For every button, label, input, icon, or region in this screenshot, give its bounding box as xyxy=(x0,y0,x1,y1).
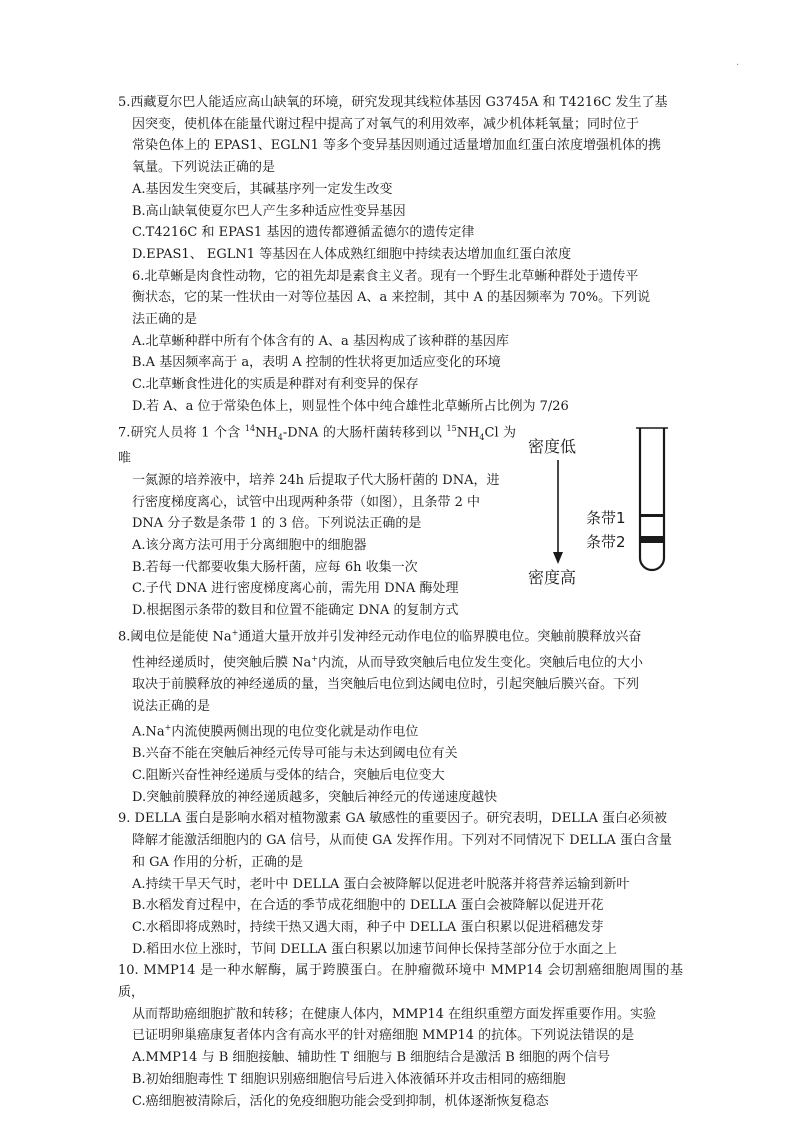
q9-option-a: A.持续干旱天气时，老叶中 DELLA 蛋白会被降解以促进老叶脱落并将营养运输到新叶 xyxy=(132,876,630,892)
question-9 xyxy=(118,808,683,960)
q7-stem-line-2: 一氮源的培养液中，培养 24h 后提取子代大肠杆菌的 DNA，进 xyxy=(132,472,500,488)
q6-option-c: C.北草蜥食性进化的实质是种群对有利变异的保存 xyxy=(132,377,419,393)
q7-stem-line-1: 7.研究人员将 1 个含 $^{14}NH_4$-DNA 的大肠杆菌转移到以 $^{15}NH_4Cl$ 为唯 xyxy=(118,423,516,467)
q8-option-d: D.突触前膜释放的神经递质越多，突触后神经元的传递速度越快 xyxy=(132,789,498,805)
q6-option-b: B.A 基因频率高于 a，表明 A 控制的性状将更加适应变化的环境 xyxy=(132,355,501,371)
q10-option-b: B.初始细胞毒性 T 细胞识别癌细胞信号后进入体液循环并攻击相同的癌细胞 xyxy=(132,1071,566,1087)
q5-stem-line-3: 常染色体上的 EPAS1、EGLN1 等多个变异基因则通过适量增加血红蛋白浓度增强机体的携 xyxy=(132,138,662,154)
q5-option-c: C.T4216C 和 EPAS1 基因的遗传都遵循孟德尔的遗传定律 xyxy=(132,225,475,241)
test-tube xyxy=(640,428,664,570)
q9-option-b: B.水稻发育过程中，在合适的季节成花细胞中的 DELLA 蛋白会被降解以促进开花 xyxy=(132,898,604,914)
q7-option-d: D.根据图示条带的数目和位置不能确定 DNA 的复制方式 xyxy=(132,603,459,619)
q6-stem-line-3: 法正确的是 xyxy=(132,312,198,328)
band-2-label: 条带2 xyxy=(586,532,626,551)
q6-option-a: A.北草蜥种群中所有个体含有的 A、a 基因构成了该种群的基因库 xyxy=(132,333,509,349)
q5-stem-line-1: 5.西藏夏尔巴人能适应高山缺氧的环境，研究发现其线粒体基因 G3745A 和 T4216C 发生了基 xyxy=(118,95,668,110)
q9-stem-line-1: 9. DELLA 蛋白是影响水稻对植物激素 GA 敏感性的重要因子。研究表明，DELLA 蛋白必须被 xyxy=(118,811,667,827)
band-2-mark xyxy=(641,536,663,543)
q7-option-a: A.该分离方法可用于分离细胞中的细胞器 xyxy=(132,537,367,553)
corner-mark: · xyxy=(736,60,740,71)
question-8 xyxy=(118,622,683,809)
centrifuge-tube-figure xyxy=(520,420,690,590)
q7-option-c: C.子代 DNA 进行密度梯度离心前，需先用 DNA 酶处理 xyxy=(132,581,459,597)
q8-stem-line-2: 性神经递质时，使突触后膜 Na+内流，从而导致突触后电位发生变化。突触后电位的大小 xyxy=(132,653,643,671)
band-1-mark xyxy=(641,514,663,517)
q10-option-a: A.MMP14 与 B 细胞接触、辅助性 T 细胞与 B 细胞结合是激活 B 细胞的两个信号 xyxy=(132,1050,610,1066)
q9-stem-line-2: 降解才能激活细胞内的 GA 信号，从而使 GA 发挥作用。下列对不同情况下 DELLA 蛋白含量 xyxy=(132,833,672,849)
q8-stem-line-3: 取决于前膜释放的神经递质的量，当突触后电位到达阈电位时，引起突触后膜兴奋。下列 xyxy=(132,676,640,692)
density-low-label: 密度低 xyxy=(528,436,577,456)
q5-stem-line-4: 氧量。下列说法正确的是 xyxy=(132,160,276,176)
q8-option-a: A.Na+内流使膜两侧出现的电位变化就是动作电位 xyxy=(132,723,419,740)
q5-option-d: D.EPAS1、 EGLN1 等基因在人体成熟红细胞中持续表达增加血红蛋白浓度 xyxy=(132,246,572,262)
q10-option-c: C.癌细胞被清除后，活化的免疫细胞功能会受到抑制，机体逐渐恢复稳态 xyxy=(132,1093,549,1109)
q7-text-block xyxy=(118,418,516,622)
q8-option-b: B.兴奋不能在突触后神经元传导可能与未达到阈电位有关 xyxy=(132,746,458,762)
band-1-label: 条带1 xyxy=(586,508,626,527)
q6-option-d: D.若 A、a 位于常染色体上，则显性个体中纯合雄性北草蜥所占比例为 7/26 xyxy=(132,398,569,414)
q6-stem-line-1: 6.北草蜥是肉食性动物，它的祖先却是素食主义者。现有一个野生北草蜥种群处于遗传平 xyxy=(132,268,639,284)
q6-stem-line-2: 衡状态，它的某一性状由一对等位基因 A、a 来控制，其中 A 的基因频率为 70%。下列说 xyxy=(132,290,651,306)
question-6 xyxy=(118,266,683,418)
q5-option-a: A.基因发生突变后，其碱基序列一定发生改变 xyxy=(132,181,393,197)
density-arrow-head xyxy=(553,552,563,564)
question-content xyxy=(118,92,683,1112)
q9-stem-line-3: 和 GA 作用的分析，正确的是 xyxy=(132,854,304,870)
question-5 xyxy=(118,92,683,266)
question-7 xyxy=(118,418,683,622)
question-10 xyxy=(118,960,683,1112)
q7-stem-line-3: 行密度梯度离心，试管中出现两种条带（如图），且条带 2 中 xyxy=(132,494,481,510)
q9-option-d: D.稻田水位上涨时，节间 DELLA 蛋白积累以加速节间伸长保持茎部分位于水面之上 xyxy=(132,941,617,957)
density-high-label: 密度高 xyxy=(528,567,577,587)
q8-option-c: C.阻断兴奋性神经递质与受体的结合，突触后电位变大 xyxy=(132,768,445,783)
q5-option-b: B.高山缺氧使夏尔巴人产生多种适应性变异基因 xyxy=(132,203,406,219)
q7-stem-line-4: DNA 分子数是条带 1 的 3 倍。下列说法正确的是 xyxy=(132,516,422,532)
q9-option-c: C.水稻即将成熟时，持续干热又遇大雨，种子中 DELLA 蛋白积累以促进稻穗发芽 xyxy=(132,919,604,935)
q5-stem-line-2: 因突变，使机体在能量代谢过程中提高了对氧气的利用效率，减少机体耗氧量；同时位于 xyxy=(132,116,640,132)
q10-stem-line-2: 从而帮助癌细胞扩散和转移；在健康人体内，MMP14 在组织重塑方面发挥重要作用。实验 xyxy=(132,1006,657,1022)
q10-stem-line-1: 10. MMP14 是一种水解酶，属于跨膜蛋白。在肿瘤微环境中 MMP14 会切割癌细胞周围的基质， xyxy=(118,963,683,1001)
q8-stem-line-4: 说法正确的是 xyxy=(132,698,211,714)
q10-stem-line-3: 已证明卵巢癌康复者体内含有高水平的针对癌细胞 MMP14 的抗体。下列说法错误的是 xyxy=(132,1028,635,1044)
q8-stem-line-1: 8.阈电位是能使 Na+通道大量开放并引发神经元动作电位的临界膜电位。突触前膜释放兴奋 xyxy=(118,627,642,645)
q7-option-b: B.若每一代都要收集大肠杆菌，应每 6h 收集一次 xyxy=(132,559,418,575)
